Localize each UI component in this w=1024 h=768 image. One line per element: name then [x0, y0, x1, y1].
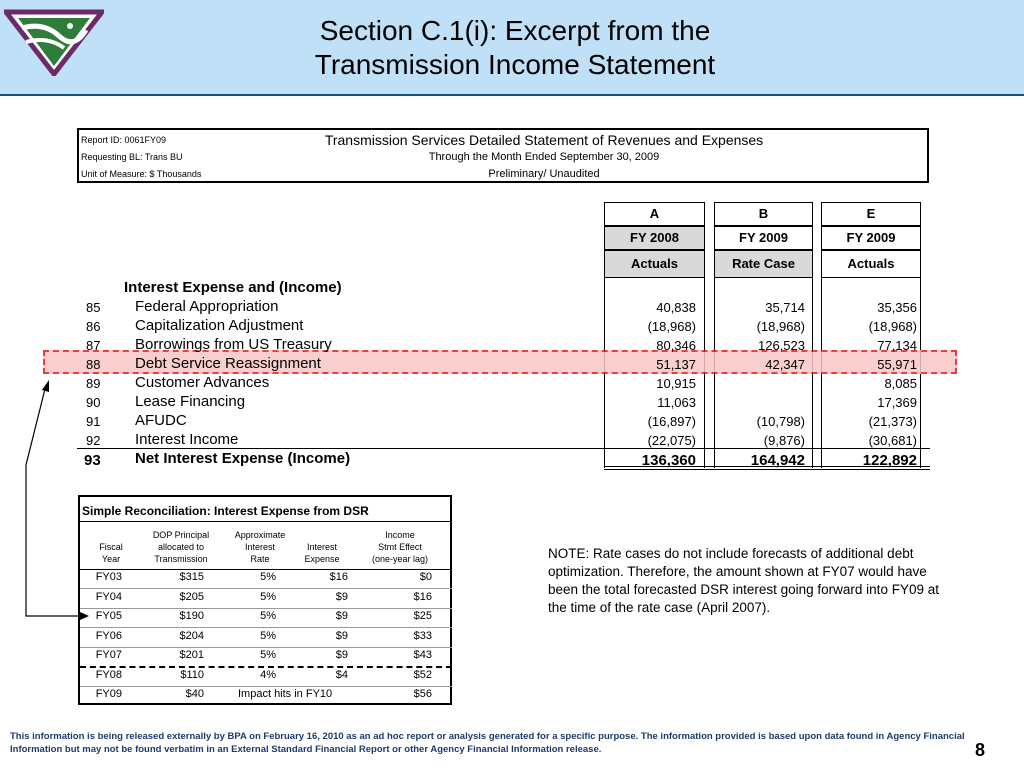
value-fy2009-actuals: 35,356: [877, 300, 917, 315]
report-id: Report ID: 0061FY09: [81, 135, 167, 145]
report-period: Through the Month Ended September 30, 2009: [428, 151, 660, 163]
recon-cell: $9: [335, 649, 348, 661]
line-description: Borrowings from US Treasury: [135, 336, 332, 353]
report-heading: Transmission Services Detailed Statement of Revenues and Expenses: [324, 132, 764, 148]
recon-cell: 5%: [260, 590, 276, 603]
recon-cell: $52: [413, 668, 432, 681]
value-fy2009-actuals: 55,971: [877, 357, 917, 372]
value-fy2008-actuals: 11,063: [657, 395, 696, 410]
value-fy2009-actuals: (21,373): [868, 414, 917, 429]
col-b-type: Rate Case: [714, 250, 813, 278]
rate-case-note: NOTE: Rate cases do not include forecasts of additional debt optimization. Therefore, the amount shown at FY07 would have been the total forecasted DSR interest going forward into FY09 at the time of the rate case (April 2007).: [548, 546, 939, 615]
line-number: 89: [86, 376, 101, 391]
value-fy2008-actuals: 51,137: [656, 357, 696, 372]
recon-header-cell: Interest: [306, 542, 337, 552]
line-number: 85: [86, 300, 101, 315]
col-a-type: Actuals: [604, 250, 705, 278]
col-e-letter: E: [821, 202, 921, 226]
recon-title-divider: [80, 521, 452, 522]
value-fy2009-actuals: 8,085: [884, 376, 917, 391]
title-line-2: Transmission Income Statement: [314, 49, 716, 80]
line-number: 91: [86, 414, 101, 429]
recon-row-divider: [80, 608, 452, 609]
recon-cell: $190: [179, 610, 204, 622]
col-a-year: FY 2008: [604, 226, 705, 250]
line-number: 86: [86, 319, 101, 334]
recon-row-divider: [80, 627, 452, 628]
line-description: Capitalization Adjustment: [135, 317, 304, 334]
recon-cell: 4%: [260, 668, 276, 681]
recon-header-cell: (one-year lag): [371, 554, 429, 564]
value-fy2009-rate-case: 126,523: [758, 338, 805, 353]
line-description: Federal Appropriation: [135, 298, 279, 315]
col-b-year: FY 2009: [714, 226, 813, 250]
recon-header-cell: DOP Principal: [152, 530, 210, 540]
line-number: 87: [86, 338, 101, 353]
recon-cell: $315: [179, 571, 204, 583]
value-fy2009-actuals: (30,681): [868, 433, 917, 448]
recon-header-divider: [80, 569, 452, 570]
recon-header-cell: Transmission: [154, 554, 208, 564]
requesting-bl: Requesting BL: Trans BU: [81, 152, 183, 162]
recon-cell: $16: [329, 571, 348, 583]
col-a-letter: A: [604, 202, 705, 226]
line-description: AFUDC: [135, 412, 187, 429]
line-description: Lease Financing: [135, 393, 246, 410]
reconciliation-title: Simple Reconciliation: Interest Expense from DSR: [82, 504, 369, 518]
recon-cell: $33: [413, 629, 432, 642]
line-description: Interest Income: [135, 431, 239, 448]
recon-cell: FY09: [95, 688, 122, 700]
recon-header-cell: allocated to: [157, 542, 205, 552]
line-description: Net Interest Expense (Income): [135, 450, 351, 467]
recon-cell: $16: [413, 590, 432, 603]
recon-cell: 5%: [260, 649, 276, 661]
title-line-1: Section C.1(i): Excerpt from the: [319, 15, 711, 46]
recon-cell: 5%: [260, 610, 276, 622]
col-e-type: Actuals: [821, 250, 921, 278]
value-fy2008-actuals: 40,838: [656, 300, 696, 315]
recon-cell: $0: [419, 571, 432, 583]
value-fy2009-rate-case: (18,968): [756, 319, 805, 334]
recon-row-divider: [80, 686, 452, 687]
recon-cell: $9: [335, 629, 348, 642]
recon-cell: $9: [335, 610, 348, 622]
line-number: 88: [86, 357, 101, 372]
recon-cell: 5%: [260, 629, 276, 642]
recon-cell: FY08: [95, 668, 122, 681]
recon-cell: FY03: [95, 571, 122, 583]
unit-of-measure: Unit of Measure: $ Thousands: [81, 169, 202, 179]
line-description: Debt Service Reassignment: [135, 355, 321, 372]
recon-header-cell: Approximate: [234, 530, 286, 540]
report-status: Preliminary/ Unaudited: [488, 168, 600, 180]
recon-cell: $9: [335, 590, 348, 603]
line-number: 93: [84, 452, 101, 469]
recon-cell: $204: [179, 629, 204, 642]
value-fy2008-actuals: 10,915: [656, 376, 696, 391]
value-fy2009-actuals: 122,892: [862, 452, 917, 469]
section-label: Interest Expense and (Income): [124, 279, 342, 296]
value-fy2009-rate-case: 35,714: [765, 300, 805, 315]
value-fy2009-rate-case: (10,798): [756, 414, 805, 429]
recon-row-divider: [80, 588, 452, 589]
value-fy2008-actuals: 136,360: [641, 452, 696, 469]
recon-header-cell: Stmt Effect: [378, 542, 422, 552]
recon-cell: $43: [413, 649, 432, 661]
line-number: 90: [86, 395, 101, 410]
value-fy2008-actuals: (16,897): [647, 414, 696, 429]
footer-disclaimer: This information is being released externally by BPA on February 16, 2010 as an ad hoc report or analysis generated for a specific purpose. The information provided is based upon data found in Agency Financial Information but may not be found verbatim in an External Standard Financial Report or other Agency Financial Information release.: [10, 731, 965, 755]
recon-cell: Impact hits in FY10: [238, 688, 333, 700]
recon-cell: FY04: [95, 590, 122, 603]
recon-header-cell: Year: [101, 554, 121, 564]
recon-cell: $4: [335, 668, 348, 681]
recon-header-cell: Rate: [250, 554, 270, 564]
recon-header-cell: Income: [385, 530, 415, 540]
recon-header-cell: Expense: [304, 554, 340, 564]
reconciliation-table: [78, 495, 452, 705]
recon-cell: $25: [413, 610, 432, 622]
col-b-letter: B: [714, 202, 813, 226]
value-fy2008-actuals: (22,075): [647, 433, 696, 448]
recon-cell: $56: [413, 688, 432, 700]
value-fy2009-actuals: 17,369: [877, 395, 917, 410]
value-fy2009-actuals: (18,968): [868, 319, 917, 334]
recon-cell: FY06: [95, 629, 122, 642]
line-number: 92: [86, 433, 101, 448]
value-fy2009-rate-case: 42,347: [765, 357, 805, 372]
recon-cell: FY07: [95, 649, 122, 661]
value-fy2009-rate-case: (9,876): [763, 433, 805, 448]
value-fy2009-actuals: 77,134: [877, 338, 917, 353]
recon-cell: $205: [179, 590, 204, 603]
recon-cell: FY05: [95, 610, 122, 622]
value-fy2009-rate-case: 164,942: [750, 452, 805, 469]
recon-header-cell: Interest: [244, 542, 275, 552]
value-fy2008-actuals: (18,968): [647, 319, 696, 334]
value-fy2008-actuals: 80,346: [656, 338, 696, 353]
recon-cell: $201: [179, 649, 204, 661]
recon-row-divider: [80, 647, 452, 648]
recon-cell: $40: [185, 688, 204, 700]
page-number: 8: [975, 740, 986, 760]
recon-cell: $110: [180, 668, 204, 681]
recon-cell: 5%: [260, 571, 276, 583]
col-e-year: FY 2009: [821, 226, 921, 250]
recon-header-cell: Fiscal: [99, 542, 123, 552]
line-description: Customer Advances: [135, 374, 270, 391]
